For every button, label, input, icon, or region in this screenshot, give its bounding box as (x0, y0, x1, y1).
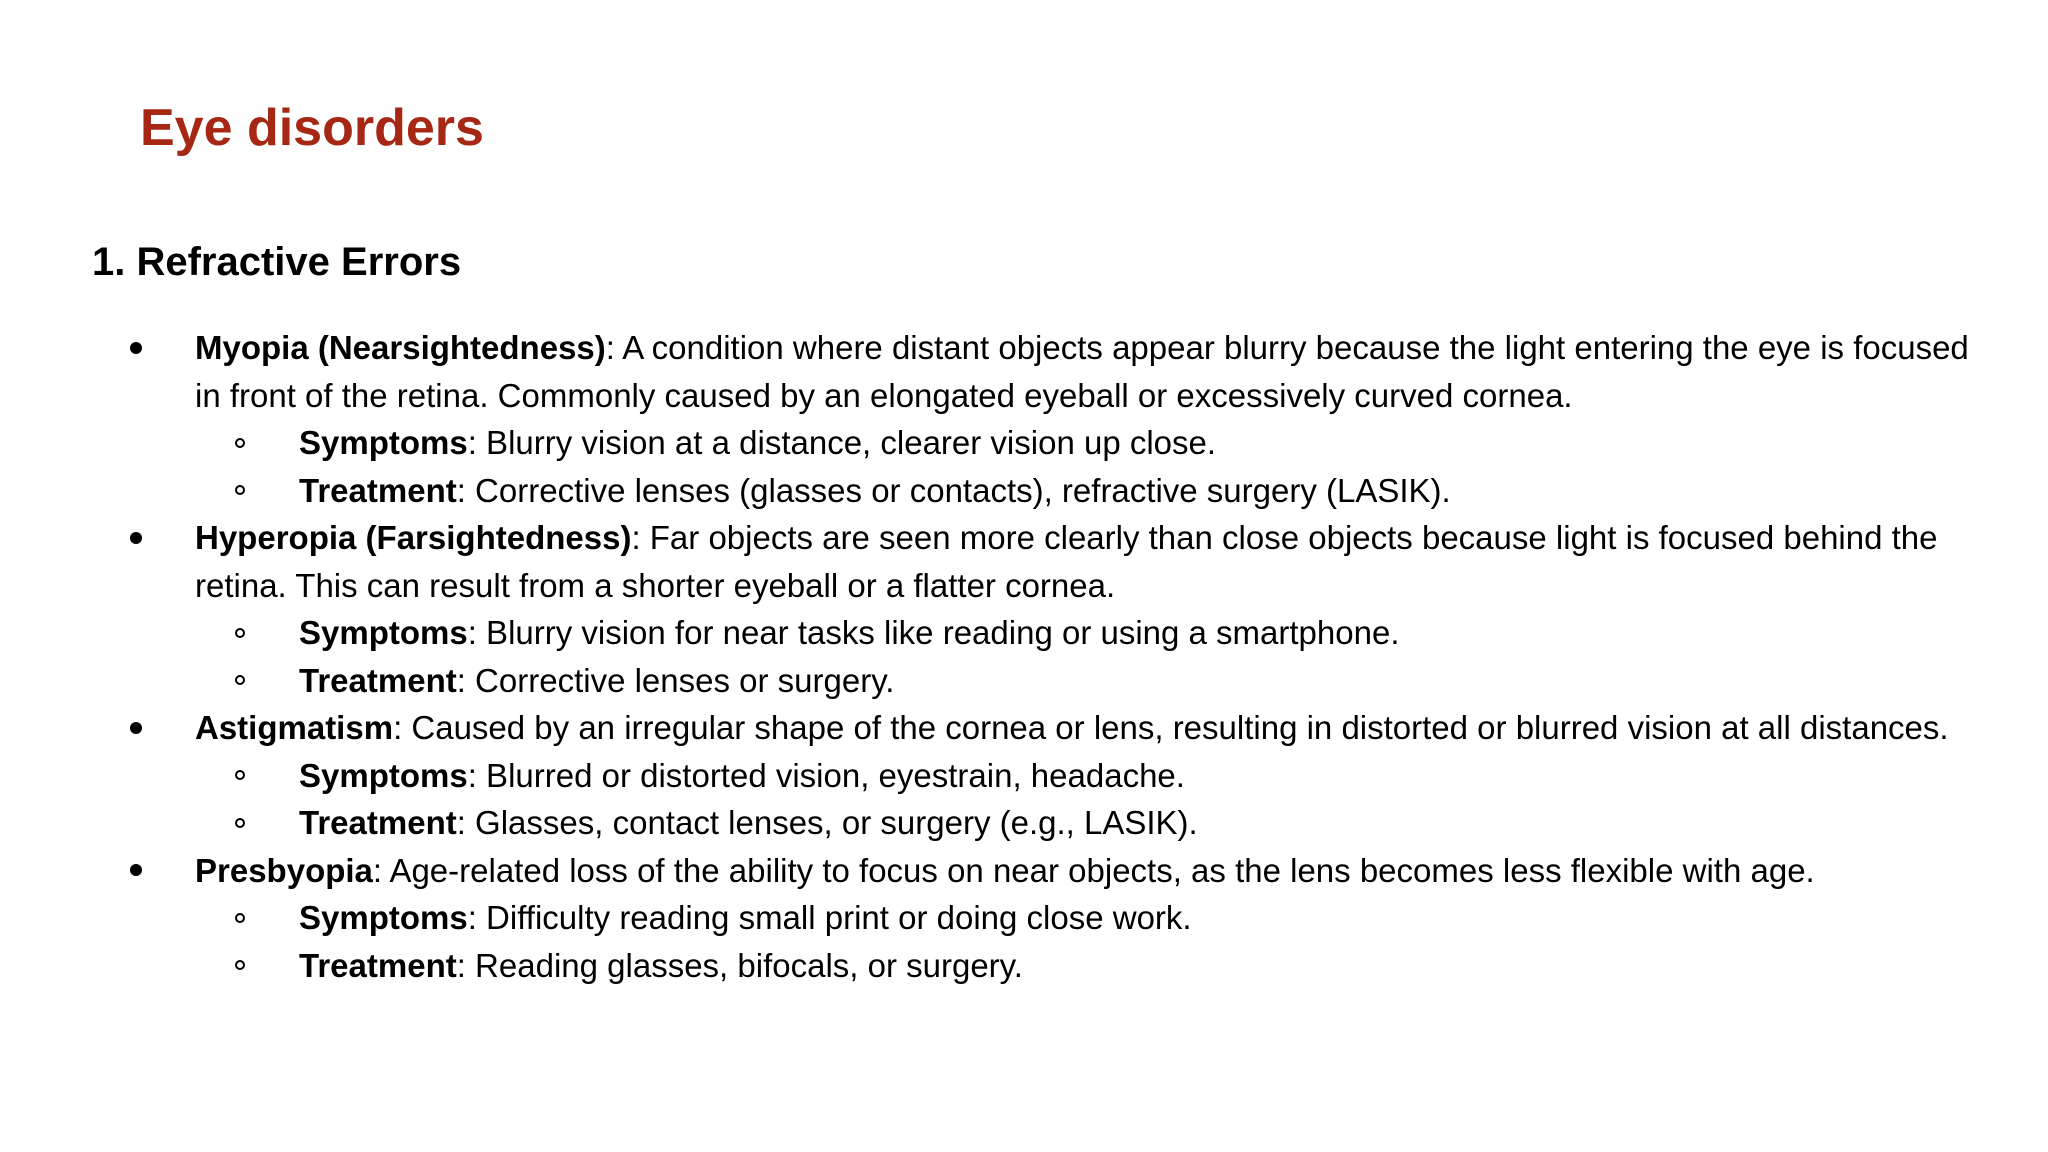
symptoms-text: : Blurry vision at a distance, clearer vision up close. (467, 424, 1217, 461)
term-description: : Caused by an irregular shape of the cornea or lens, resulting in distorted or blurred vision at all distances. (393, 709, 1949, 746)
treatment-label: Treatment (299, 471, 457, 509)
term-description: : Far objects are seen more clearly than close objects because light is focused behind the retina. This can result from a shorter eyeball or a flatter cornea. (195, 519, 1938, 604)
sub-list (195, 609, 1998, 704)
term-label: Hyperopia (Farsightedness) (195, 519, 632, 556)
symptoms-label: Symptoms (299, 899, 468, 936)
sub-item-symptoms (0, 752, 1998, 800)
bullet-icon (126, 324, 146, 372)
symptoms-label: Symptoms (299, 424, 468, 461)
circle-bullet-icon (230, 752, 250, 800)
bullet-icon (126, 514, 146, 562)
sub-item-treatment (0, 467, 1998, 515)
list-item-presbyopia (0, 847, 2048, 990)
term-description: : A condition where distant objects appear blurry because the light entering the eye is focused in front of the retina. Commonly caused by an elongated eyeball or excessively curved cornea. (195, 329, 1969, 414)
sub-list (195, 894, 1998, 989)
circle-bullet-icon (230, 467, 250, 515)
sub-item-symptoms (0, 894, 1998, 942)
page-title: Eye disorders (140, 99, 484, 157)
circle-bullet-icon (230, 942, 250, 990)
symptoms-label: Symptoms (299, 756, 468, 794)
treatment-text: : Corrective lenses (glasses or contacts), refractive surgery (LASIK). (456, 471, 1451, 509)
treatment-text: : Reading glasses, bifocals, or surgery. (456, 946, 1023, 984)
symptoms-text: : Blurred or distorted vision, eyestrain, headache. (467, 756, 1185, 794)
sub-item-symptoms (0, 609, 1998, 657)
circle-bullet-icon (230, 609, 250, 657)
circle-bullet-icon (230, 419, 250, 467)
list-item-hyperopia (0, 514, 2048, 704)
term-label: Astigmatism (195, 709, 394, 746)
bullet-icon (126, 847, 146, 895)
circle-bullet-icon (230, 657, 250, 705)
bullet-icon (126, 704, 146, 752)
circle-bullet-icon (230, 799, 250, 847)
treatment-text: : Glasses, contact lenses, or surgery (e.g., LASIK). (456, 804, 1198, 841)
treatment-label: Treatment (299, 804, 457, 841)
sub-item-treatment (0, 799, 1998, 847)
treatment-label: Treatment (299, 946, 457, 984)
disorder-list (0, 324, 2048, 989)
section-heading: 1. Refractive Errors (92, 240, 462, 284)
term-label: Myopia (Nearsightedness) (195, 329, 606, 366)
treatment-text: : Corrective lenses or surgery. (456, 661, 895, 699)
list-item-myopia (0, 324, 2048, 514)
sub-item-symptoms (0, 419, 1998, 467)
circle-bullet-icon (230, 894, 250, 942)
term-description: : Age-related loss of the ability to focus on near objects, as the lens becomes less flexible with age. (372, 851, 1815, 889)
sub-list (195, 419, 1998, 514)
symptoms-text: : Difficulty reading small print or doing close work. (467, 899, 1192, 936)
sub-item-treatment (0, 942, 1998, 990)
sub-list (195, 752, 1998, 847)
symptoms-label: Symptoms (299, 614, 468, 651)
treatment-label: Treatment (299, 661, 457, 699)
symptoms-text: : Blurry vision for near tasks like reading or using a smartphone. (467, 614, 1400, 651)
list-item-astigmatism (0, 704, 2048, 847)
sub-item-treatment (0, 657, 1998, 705)
term-label: Presbyopia (195, 851, 373, 889)
